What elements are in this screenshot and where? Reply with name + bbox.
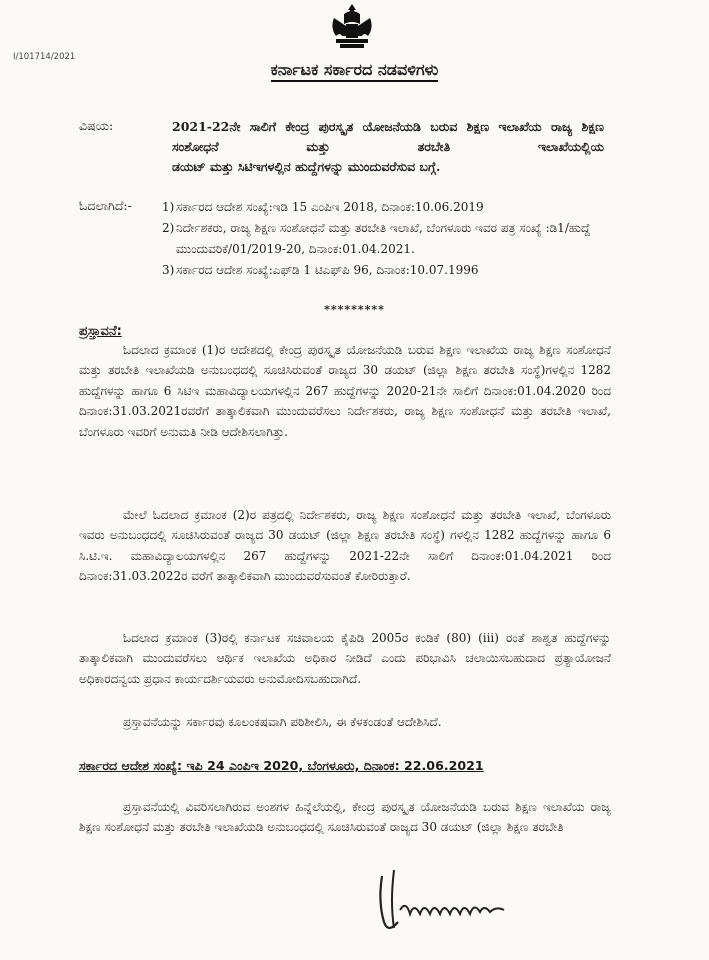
document-number: I/101714/2021	[13, 52, 76, 62]
subject-text	[172, 117, 604, 177]
reference-number: 3)	[162, 263, 175, 277]
preamble-paragraph-4: ಪ್ರಸ್ತಾವನೆಯನ್ನು ಸರ್ಕಾರವು ಕೂಲಂಕಷವಾಗಿ ಪರಿಶೀಲಿಸಿ, ಈ ಕೆಳಕಂಡಂತೆ ಆದೇಶಿಸಿದೆ.	[123, 715, 442, 729]
reference-number: 1)	[162, 200, 175, 214]
page-title	[0, 60, 709, 80]
order-paragraph-1: ಪ್ರಸ್ತಾವನೆಯಲ್ಲಿ ವಿವರಿಸಲಾಗಿರುವ ಅಂಶಗಳ ಹಿನ್ನೆಲೆಯಲ್ಲಿ, ಕೇಂದ್ರ ಪುರಸ್ಕೃತ ಯೋಜನೆಯಡಿ ಬರುವ ಶಿಕ್ಷಣ ಇಲಾಖೆಯ ರಾಜ್ಯ ಶಿಕ್ಷಣ ಸಂಶೋಧನೆ ಮತ್ತು ತರಬೇತಿ ಇಲಾಖೆಯಡಿ ಅನುಬಂಧದಲ್ಲಿ ಸೂಚಿಸಿರುವಂತೆ ರಾಜ್ಯದ 30 ಡಯಟ್ (ಜಿಲ್ಲಾ ಶಿಕ್ಷಣ ತರಬೇತಿ	[79, 800, 611, 835]
reference-text: ಸರ್ಕಾರದ ಆದೇಶ ಸಂಖ್ಯೆ:ಇಡಿ 15 ಎಂಪಿಇ 2018, ದಿನಾಂಕ:10.06.2019	[176, 200, 484, 214]
reference-text: ಸರ್ಕಾರದ ಆದೇಶ ಸಂಖ್ಯೆ:ಎಫ್‌ಡಿ 1 ಟಿಎಫ್‌ಪಿ 96, ದಿನಾಂಕ:10.07.1996	[176, 263, 479, 277]
order-heading: ಸರ್ಕಾರದ ಆದೇಶ ಸಂಖ್ಯೆ: ಇಪಿ 24 ಎಂಪಿಇ 2020, ಬೆಂಗಳೂರು, ದಿನಾಂಕ: 22.06.2021	[79, 758, 484, 773]
subject-label: ವಿಷಯ:	[79, 118, 114, 133]
reference-item	[162, 218, 612, 260]
page-title-text: ಕರ್ನಾಟಕ ಸರ್ಕಾರದ ನಡವಳಿಗಳು	[271, 60, 439, 82]
preamble-heading: ಪ್ರಸ್ತಾವನೆ:	[79, 324, 122, 339]
references-list	[162, 197, 612, 281]
subject-text-main: 2021-22ನೇ ಸಾಲಿಗೆ ಕೇಂದ್ರ ಪುರಸ್ಕೃತ ಯೋಜನೆಯಡಿ ಬರುವ ಶಿಕ್ಷಣ ಇಲಾಖೆಯ ರಾಜ್ಯ ಶಿಕ್ಷಣ ಸಂಶೋಧನೆ ಮತ್ತು ತರಬೇತಿ ಇಲಾಖೆಯಲ್ಲಿಯ	[172, 119, 604, 154]
reference-number: 2)	[162, 221, 175, 235]
reference-text: ನಿರ್ದೇಶಕರು, ರಾಜ್ಯ ಶಿಕ್ಷಣ ಸಂಶೋಧನೆ ಮತ್ತು ತರಬೇತಿ ಇಲಾಖೆ, ಬೆಂಗಳೂರು ಇವರ ಪತ್ರ ಸಂಖ್ಯೆ :ಡಿ1/ಹುದ್ದೆ ಮುಂದುವರಿಕೆ/01/2019-20, ದಿನಾಂಕ:01.04.2021.	[176, 221, 591, 256]
reference-item	[162, 197, 612, 218]
preamble-paragraph-3: ಓದಲಾದ ಕ್ರಮಾಂಕ (3)ರಲ್ಲಿ ಕರ್ನಾಟಕ ಸಚಿವಾಲಯ ಕೈಪಿಡಿ 2005ರ ಕಂಡಿಕೆ (80) (iii) ರಂತೆ ಶಾಶ್ವತ ಹುದ್ದೆಗಳನ್ನು ತಾತ್ಕಾಲಿಕವಾಗಿ ಮುಂದುವರೆಸಲು ಆರ್ಥಿಕ ಇಲಾಖೆಯ ಅಧಿಕಾರ ನೀಡಿದೆ ಎಂದು ಪರಿಭಾವಿಸಿ ಚಲಾಯಿಸಬಹುದಾದ ಪ್ರತ್ಯಾಯೋಜನೆ ಅಧಿಕಾರದನ್ವಯ ಪ್ರಧಾನ ಕಾರ್ಯದರ್ಶಿಯವರು ಅನುಮೋದಿಸಬಹುದಾಗಿದೆ.	[79, 631, 611, 686]
preamble-paragraph-2: ಮೇಲೆ ಓದಲಾದ ಕ್ರಮಾಂಕ (2)ರ ಪತ್ರದಲ್ಲಿ ನಿರ್ದೇಶಕರು, ರಾಜ್ಯ ಶಿಕ್ಷಣ ಸಂಶೋಧನೆ ಮತ್ತು ತರಬೇತಿ ಇಲಾಖೆ, ಬೆಂಗಳೂರು ಇವರು ಅನುಬಂಧದಲ್ಲಿ ಸೂಚಿಸಿರುವಂತೆ ರಾಜ್ಯದ 30 ಡಯಟ್ (ಜಿಲ್ಲಾ ಶಿಕ್ಷಣ ತರಬೇತಿ ಸಂಸ್ಥೆ) ಗಳಲ್ಲಿನ 1282 ಹುದ್ದೆಗಳನ್ನು ಹಾಗೂ 6 ಸಿ.ಟಿ.ಇ. ಮಹಾವಿದ್ಯಾಲಯಗಳಲ್ಲಿನ 267 ಹುದ್ದೆಗಳನ್ನು 2021-22ನೇ ಸಾಲಿಗೆ ದಿನಾಂಕ:01.04.2021 ರಿಂದ ದಿನಾಂಕ:31.03.2022ರ ವರೆಗೆ ತಾತ್ಕಾಲಿಕವಾಗಿ ಮುಂದುವರೆಸುವಂತೆ ಕೋರಿರುತ್ತಾರೆ.	[79, 508, 611, 584]
separator: *********	[324, 303, 385, 316]
signature	[372, 862, 532, 942]
state-emblem-icon	[326, 2, 378, 50]
references-label: ಓದಲಾಗಿದೆ:-	[79, 198, 132, 213]
preamble-paragraph-1: ಓದಲಾದ ಕ್ರಮಾಂಕ (1)ರ ಆದೇಶದಲ್ಲಿ ಕೇಂದ್ರ ಪುರಸ್ಕೃತ ಯೋಜನೆಯಡಿ ಬರುವ ಶಿಕ್ಷಣ ಇಲಾಖೆಯ ರಾಜ್ಯ ಶಿಕ್ಷಣ ಸಂಶೋಧನೆ ಮತ್ತು ತರಬೇತಿ ಇಲಾಖೆಯಡಿ ಅನುಬಂಧದಲ್ಲಿ ಸೂಚಿಸಿರುವಂತೆ ರಾಜ್ಯದ 30 ಡಯಟ್ (ಜಿಲ್ಲಾ ಶಿಕ್ಷಣ ತರಬೇತಿ ಸಂಸ್ಥೆ)ಗಳಲ್ಲಿನ 1282 ಹುದ್ದೆಗಳನ್ನು ಹಾಗೂ 6 ಸಿಟಿಇ ಮಹಾವಿದ್ಯಾಲಯಗಳಲ್ಲಿನ 267 ಹುದ್ದೆಗಳನ್ನು 2020-21ನೇ ಸಾಲಿಗೆ ದಿನಾಂಕ:01.04.2020 ರಿಂದ ದಿನಾಂಕ:31.03.2021ರವರೆಗೆ ತಾತ್ಕಾಲಿಕವಾಗಿ ಮುಂದುವರೆಸಲು ನಿರ್ದೇಶಕರು, ರಾಜ್ಯ ಶಿಕ್ಷಣ ಸಂಶೋಧನೆ ಮತ್ತು ತರಬೇತಿ ಇಲಾಖೆ, ಬೆಂಗಳೂರು ಇವರಿಗೆ ಅನುಮತಿ ನೀಡಿ ಆದೇಶಿಸಲಾಗಿತ್ತು.	[79, 343, 611, 439]
subject-text-last: ಡಯಟ್ ಮತ್ತು ಸಿಟಿಇಗಳಲ್ಲಿನ ಹುದ್ದೆಗಳನ್ನು ಮುಂದುವರೆಸುವ ಬಗ್ಗೆ.	[172, 159, 441, 174]
reference-item	[162, 260, 612, 281]
